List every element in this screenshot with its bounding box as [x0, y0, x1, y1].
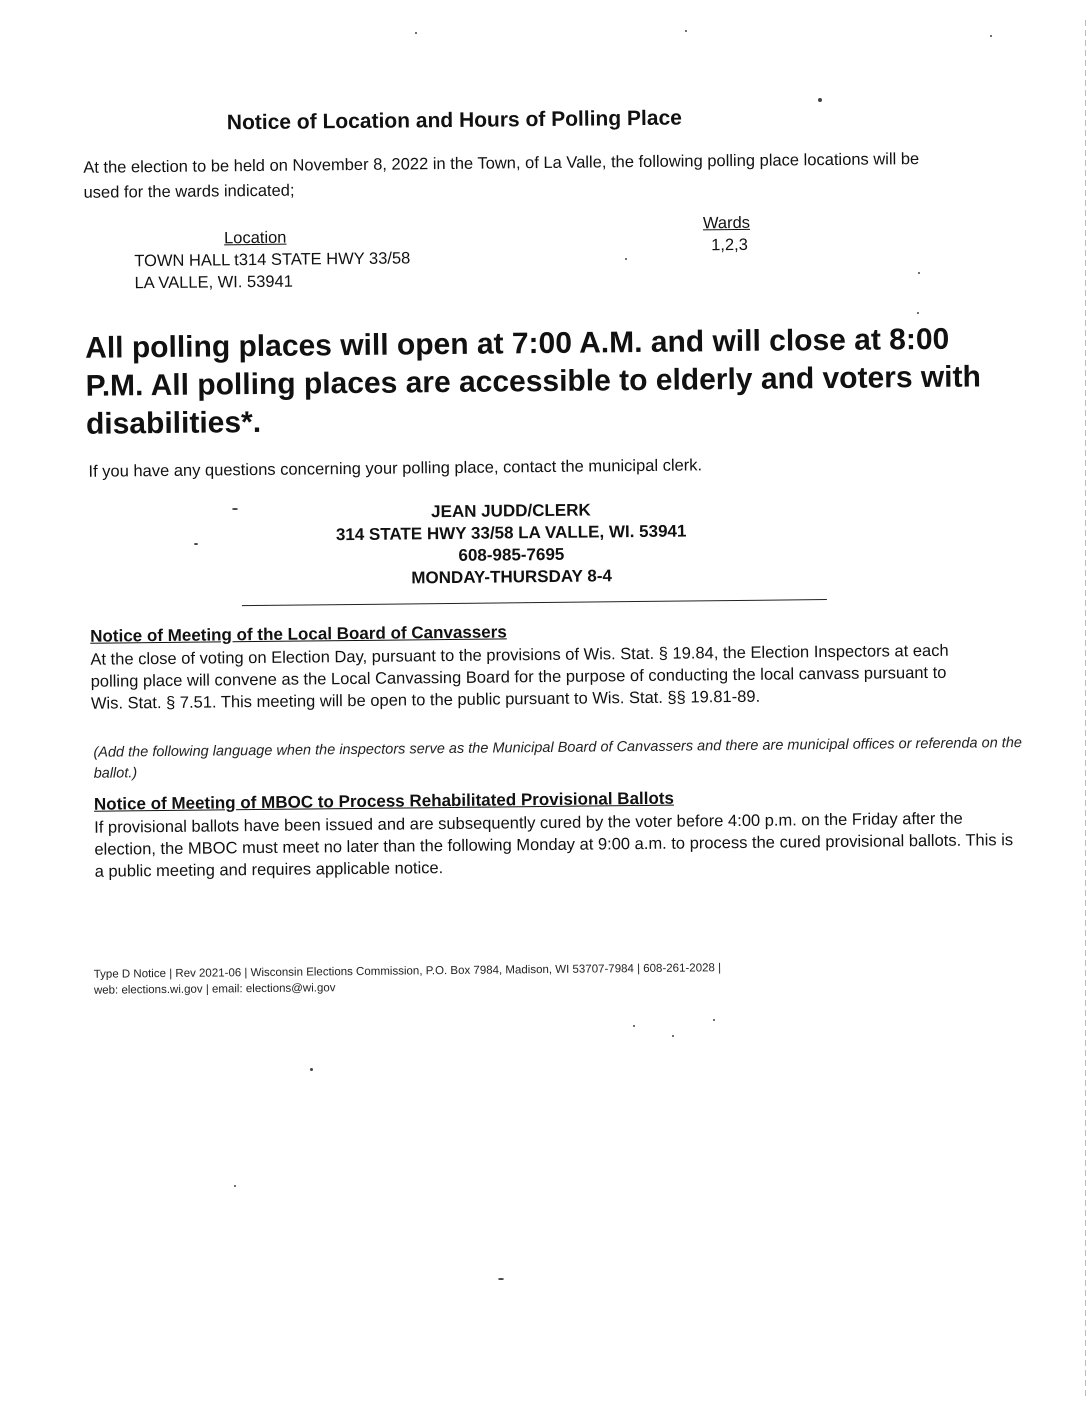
questions-text: If you have any questions concerning your polling place, contact the municipal clerk.: [88, 456, 703, 481]
footer: [94, 958, 894, 998]
clerk-name: JEAN JUDD/CLERK: [431, 500, 591, 522]
wards-value: 1,2,3: [711, 235, 748, 255]
section-divider: [242, 599, 827, 606]
scan-speck: [234, 1185, 236, 1187]
scan-speck: [310, 1068, 313, 1071]
scan-speck: [232, 508, 238, 510]
scan-speck: [633, 1025, 635, 1027]
canvassers-heading: Notice of Meeting of the Local Board of Canvassers: [90, 622, 507, 646]
polling-address-line2: LA VALLE, WI. 53941: [134, 272, 293, 293]
scan-speck: [990, 35, 992, 37]
clerk-contact-block: [251, 498, 772, 591]
mboc-heading: Notice of Meeting of MBOC to Process Rehabilitated Provisional Ballots: [93, 788, 675, 814]
scan-speck: [415, 32, 417, 34]
scan-speck: [818, 98, 822, 102]
intro-paragraph: At the election to be held on November 8, 2022 in the Town, of La Valle, the following polling place locations will be used for the wards indicated;: [83, 150, 920, 202]
scan-speck: [672, 1035, 674, 1037]
hours-notice: All polling places will open at 7:00 A.M. and will close at 8:00 P.M. All polling places are accessible to elderly and voters with disabilities*.: [85, 322, 982, 441]
wards-heading: Wards: [702, 213, 751, 233]
clerk-address: 314 STATE HWY 33/58 LA VALLE, WI. 53941: [335, 521, 687, 545]
canvassers-body: At the close of voting on Election Day, pursuant to the provisions of Wis. Stat. § 19.84, the Election Inspectors at each polling place will convene as the Local Canvassing Board for the purpose of conducting the local canvass pursuant to Wis. Stat. § 7.51. This meeting will be open to the public pursuant to Wis. Stat. §§ 19.81-89.: [90, 641, 949, 713]
footer-line2: web: elections.wi.gov | email: elections@wi.gov: [93, 982, 336, 997]
scan-speck: [498, 1278, 504, 1280]
page-title: Notice of Location and Hours of Polling Place: [226, 106, 682, 135]
scan-speck: [713, 1019, 715, 1021]
scan-speck: [918, 272, 920, 274]
scan-speck: [625, 258, 627, 260]
location-heading: Location: [223, 228, 287, 248]
footer-line1: Type D Notice | Rev 2021-06 | Wisconsin Elections Commission, P.O. Box 7984, Madison, WI 53707-7984 | 608-261-2028 |: [93, 962, 722, 981]
clerk-hours: MONDAY-THURSDAY 8-4: [411, 566, 613, 588]
scan-speck: [194, 543, 198, 545]
scan-edge-line: [1085, 20, 1086, 1400]
mboc-body: If provisional ballots have been issued and are subsequently cured by the voter before 4:00 p.m. on the Friday after the election, the MBOC must meet no later than the following Monday at 9:00 a.m. to process the cured provisional ballots. This is a public meeting and requires applicable notice.: [94, 809, 1014, 881]
clerk-phone: 608-985-7695: [458, 544, 565, 565]
polling-address-line1: TOWN HALL t314 STATE HWY 33/58: [134, 249, 411, 271]
scan-speck: [685, 30, 687, 32]
canvassers-note: (Add the following language when the inspectors serve as the Municipal Board of Canvassers and there are municipal offices or referenda on the ballot.): [93, 735, 1023, 782]
scan-speck: [917, 312, 919, 314]
